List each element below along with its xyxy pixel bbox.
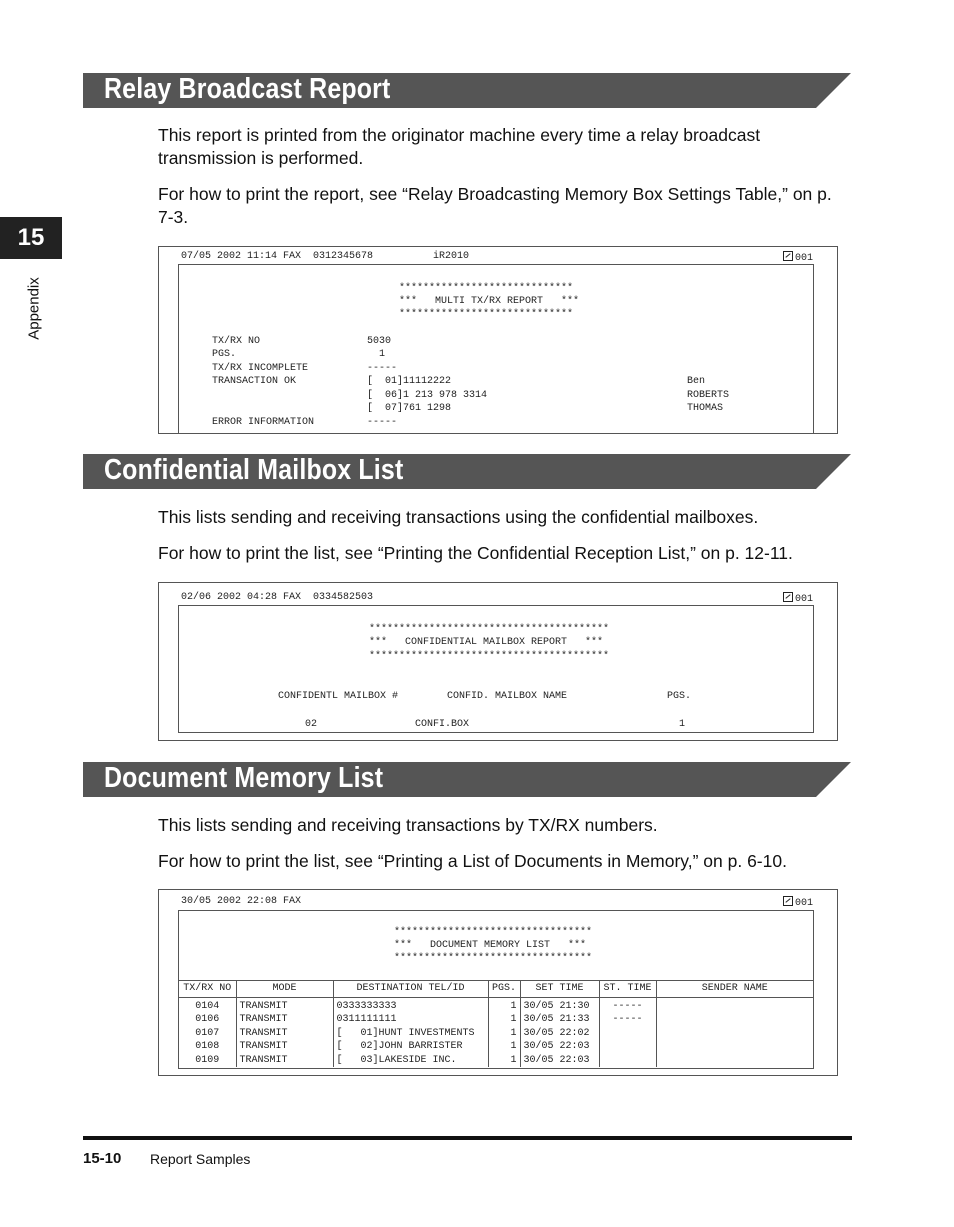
report-stars: **************************************** [369, 624, 610, 635]
section-title: Relay Broadcast Report [104, 73, 391, 105]
memory-table [179, 980, 813, 1067]
column-header: ST. TIME [599, 981, 656, 998]
column-header: PGS. [667, 691, 692, 702]
paragraph: This lists sending and receiving transactions using the confidential mailboxes. [158, 507, 759, 527]
section-banner-memory [83, 762, 851, 797]
field-value: [ 01]11112222 [367, 376, 452, 387]
report-stars: **************************************** [369, 651, 610, 662]
table-row: 0104 TRANSMIT 0333333333 1 30/05 21:30 ----- [179, 998, 813, 1014]
report-stars: ***************************** [399, 283, 574, 294]
report-title: *** DOCUMENT MEMORY LIST *** [394, 940, 587, 951]
report-page: 001 [783, 592, 813, 605]
memory-icon [783, 592, 793, 602]
relay-broadcast-report-sample [158, 246, 838, 434]
column-header: PGS. [488, 981, 520, 998]
mailbox-name: CONFI.BOX [415, 719, 470, 730]
recipient-name: Ben [687, 376, 706, 387]
confidential-mailbox-list-sample [158, 582, 838, 741]
mailbox-number: 02 [305, 719, 318, 730]
field-label: TRANSACTION OK [212, 376, 297, 387]
field-value: [ 07]761 1298 [367, 403, 452, 414]
column-header: SET TIME [520, 981, 599, 998]
report-header: 07/05 2002 11:14 FAX 0312345678 iR2010 [181, 251, 470, 262]
report-page: 001 [783, 896, 813, 909]
paragraph: For how to print the report, see “Relay Broadcasting Memory Box Settings Table,” on p. 7-3. [158, 184, 832, 227]
column-header: SENDER NAME [656, 981, 813, 998]
paragraph: This report is printed from the originator machine every time a relay broadcast transmission is performed. [158, 125, 761, 168]
report-body [178, 605, 814, 733]
report-page: 001 [783, 251, 813, 264]
field-value: 1 [367, 349, 386, 360]
table-row: 0109 TRANSMIT [ 03]LAKESIDE INC. 1 30/05 22:03 [179, 1054, 813, 1067]
field-label: TX/RX NO [212, 336, 261, 347]
chapter-tab: 15 [0, 217, 62, 259]
footer-rule [83, 1136, 852, 1140]
document-memory-list-sample [158, 889, 838, 1076]
field-value: ----- [367, 363, 398, 374]
memory-icon [783, 896, 793, 906]
chapter-label: Appendix [25, 277, 43, 340]
section-banner-relay [83, 73, 851, 108]
field-label: PGS. [212, 349, 237, 360]
section-title: Document Memory List [104, 762, 384, 794]
table-row: 0108 TRANSMIT [ 02]JOHN BARRISTER 1 30/05 22:03 [179, 1040, 813, 1053]
report-header: 02/06 2002 04:28 FAX 0334582503 [181, 592, 374, 603]
field-label: TX/RX INCOMPLETE [212, 363, 309, 374]
column-header: CONFIDENTL MAILBOX # [278, 691, 399, 702]
table-row: 0106 TRANSMIT 0311111111 1 30/05 21:33 ----- [179, 1013, 813, 1026]
report-title: *** CONFIDENTIAL MAILBOX REPORT *** [369, 637, 604, 648]
column-header: CONFID. MAILBOX NAME [447, 691, 568, 702]
paragraph: For how to print the list, see “Printing a List of Documents in Memory,” on p. 6-10. [158, 851, 787, 871]
page-number: 15-10 [83, 1150, 122, 1167]
field-value: 5030 [367, 336, 392, 347]
report-body [178, 264, 814, 434]
recipient-name: THOMAS [687, 403, 724, 414]
report-stars: ********************************* [394, 927, 593, 938]
table-row: 0107 TRANSMIT [ 01]HUNT INVESTMENTS 1 30/05 22:02 [179, 1027, 813, 1040]
footer-section-title: Report Samples [150, 1151, 251, 1167]
recipient-name: ROBERTS [687, 390, 730, 401]
section-title: Confidential Mailbox List [104, 454, 404, 486]
memory-icon [783, 251, 793, 261]
field-value: ----- [367, 417, 398, 428]
column-header: TX/RX NO [179, 981, 236, 998]
mailbox-pages: 1 [679, 719, 686, 730]
section-banner-confidential [83, 454, 851, 489]
table-header-row [179, 981, 813, 998]
report-stars: ********************************* [394, 953, 593, 964]
report-title: *** MULTI TX/RX REPORT *** [399, 296, 580, 307]
column-header: MODE [236, 981, 333, 998]
report-body [178, 910, 814, 1069]
paragraph: This lists sending and receiving transactions by TX/RX numbers. [158, 815, 658, 835]
report-header: 30/05 2002 22:08 FAX [181, 896, 302, 907]
field-value: [ 06]1 213 978 3314 [367, 390, 488, 401]
field-label: ERROR INFORMATION [212, 417, 315, 428]
paragraph: For how to print the list, see “Printing the Confidential Reception List,” on p. 12-11. [158, 543, 793, 563]
report-stars: ***************************** [399, 309, 574, 320]
column-header: DESTINATION TEL/ID [333, 981, 488, 998]
